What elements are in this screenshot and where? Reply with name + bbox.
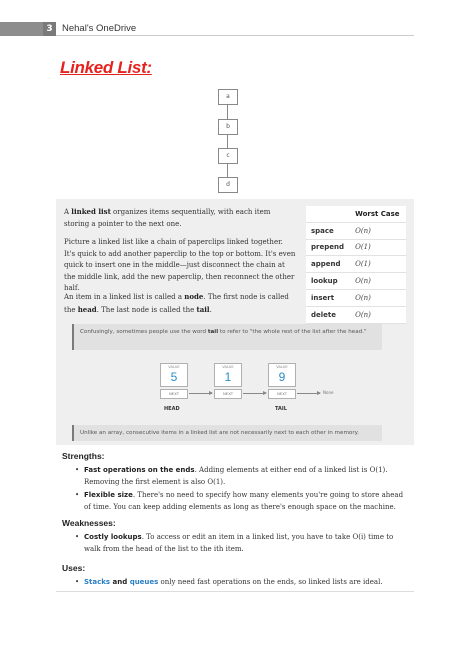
complexity-op: space <box>306 222 350 239</box>
chain-link <box>227 163 228 177</box>
page-title: Linked List: <box>60 58 152 77</box>
complexity-value: O(n) <box>350 306 406 323</box>
node-next-pointer: NEXT <box>214 389 242 399</box>
strengths-heading: Strengths: <box>62 451 105 461</box>
chain-node-b: b <box>218 119 238 135</box>
complexity-op: delete <box>306 306 350 323</box>
bottom-rule <box>56 591 414 592</box>
header-rule <box>56 35 414 36</box>
complexity-row <box>306 222 406 239</box>
node-value: 9 <box>278 370 286 384</box>
complexity-value: O(1) <box>350 239 406 256</box>
node-next-pointer: NEXT <box>160 389 188 399</box>
pointer-arrow <box>297 393 320 394</box>
complexity-op: lookup <box>306 273 350 290</box>
stacks-link[interactable]: Stacks <box>84 578 111 586</box>
page-number: 3 <box>43 22 56 36</box>
complexity-op: prepend <box>306 239 350 256</box>
memory-note: Unlike an array, consecutive items in a linked list are not necessarily next to each other in memory. <box>72 425 382 441</box>
node-value-box <box>214 363 242 387</box>
complexity-header: Worst Case <box>350 206 406 222</box>
header-title: Nehal's OneDrive <box>62 23 137 34</box>
intro-paragraph-2: Picture a linked list like a chain of paperclips linked together. It's quick to add another paperclip to the top or bottom. It's even quick to insert one in the middle—just disconnect the chain at the middle link, add the new paperclip, then reconnect the other half. <box>64 238 296 292</box>
queues-link[interactable]: queues <box>129 578 159 586</box>
uses-heading: Uses: <box>62 563 86 573</box>
tail-note: Confusingly, sometimes people use the word tail to refer to "the whole rest of the list after the head." <box>72 324 382 350</box>
node-value: 5 <box>170 370 178 384</box>
complexity-value: O(1) <box>350 256 406 273</box>
complexity-row <box>306 289 406 306</box>
list-node <box>160 363 188 399</box>
complexity-row <box>306 256 406 273</box>
value-label: VALUE <box>276 365 288 369</box>
node-next-pointer: NEXT <box>268 389 296 399</box>
value-label: VALUE <box>222 365 234 369</box>
use-item: • Stacks and queues only need fast operations on the ends, so linked lists are ideal. <box>84 576 404 588</box>
head-label: HEAD <box>164 406 180 412</box>
complexity-table <box>306 206 406 324</box>
complexity-row <box>306 306 406 323</box>
list-node <box>214 363 242 399</box>
complexity-value: O(n) <box>350 273 406 290</box>
list-node <box>268 363 296 399</box>
complexity-value: O(n) <box>350 222 406 239</box>
intro-paragraph-1: A linked list organizes items sequentially, with each item storing a pointer to the next one. <box>64 207 271 228</box>
chain-link <box>227 104 228 119</box>
value-label: VALUE <box>168 365 180 369</box>
intro-paragraph-3: An item in a linked list is called a node. The first node is called the head. The last node is called the tail. <box>64 292 289 314</box>
tail-label: TAIL <box>275 406 287 412</box>
weaknesses-heading: Weaknesses: <box>62 518 116 528</box>
complexity-value: O(n) <box>350 289 406 306</box>
pointer-arrow <box>189 393 212 394</box>
chain-link <box>227 134 228 148</box>
chain-node-a: a <box>218 89 238 105</box>
none-label: None <box>323 390 334 395</box>
strength-item: • Flexible size. There's no need to specify how many elements you're going to store ahead of time. You can keep adding elements as long as there's enough space on the machine. <box>84 489 404 513</box>
complexity-header-row <box>306 206 406 222</box>
complexity-op: append <box>306 256 350 273</box>
complexity-row <box>306 239 406 256</box>
complexity-row <box>306 273 406 290</box>
chain-node-c: c <box>218 148 238 164</box>
node-value-box <box>160 363 188 387</box>
pointer-arrow <box>243 393 266 394</box>
strength-item: • Fast operations on the ends. Adding elements at either end of a linked list is O(1). Removing the first element is also O(1). <box>84 464 404 488</box>
node-value: 1 <box>224 370 232 384</box>
complexity-op: insert <box>306 289 350 306</box>
weakness-item: • Costly lookups. To access or edit an item in a linked list, you have to take O(i) time to walk from the head of the list to the ith item. <box>84 531 404 555</box>
chain-node-d: d <box>218 177 238 193</box>
node-value-box <box>268 363 296 387</box>
